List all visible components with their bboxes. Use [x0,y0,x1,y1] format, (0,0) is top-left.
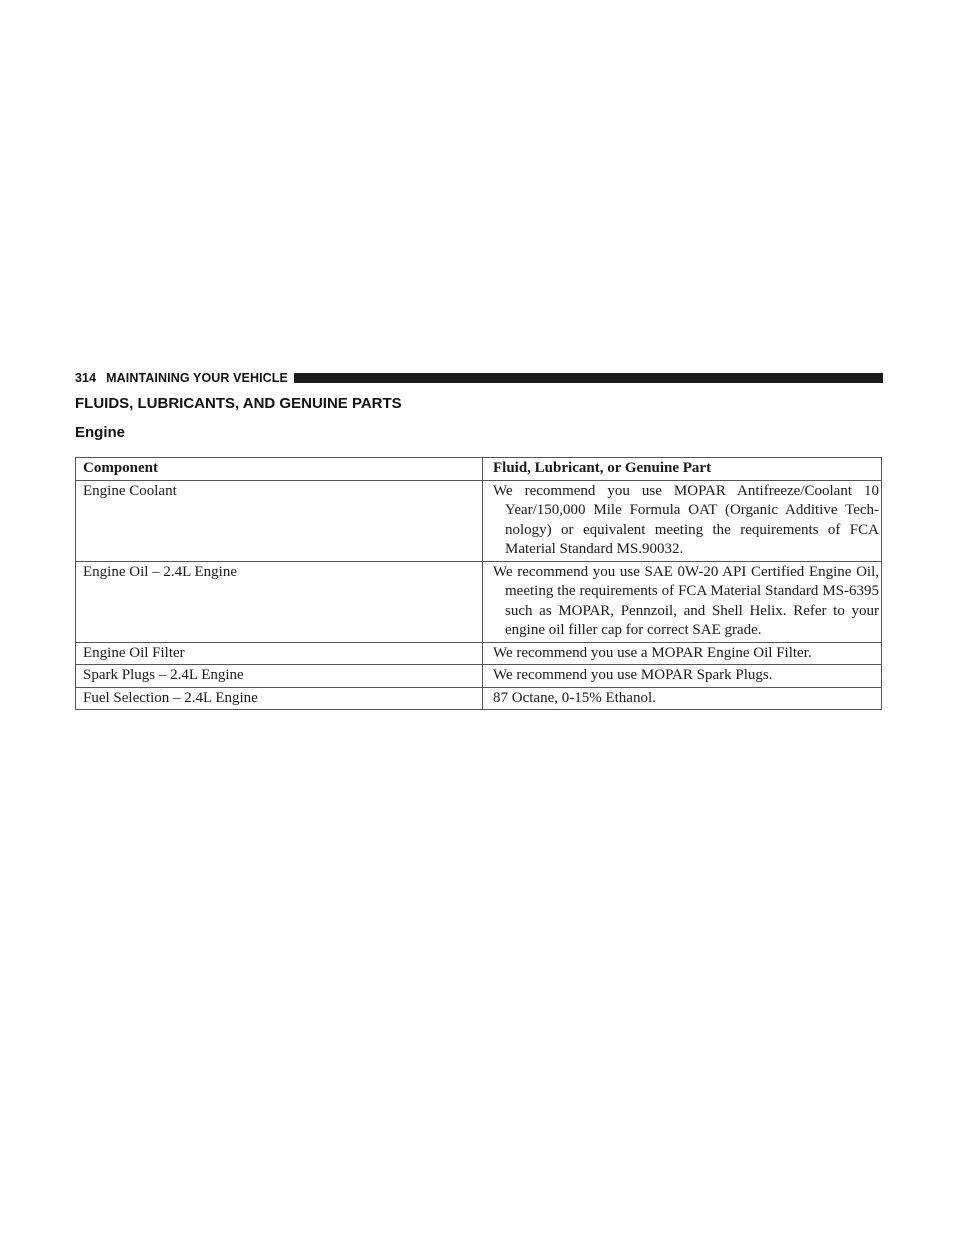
table-header-row [76,458,882,481]
component-cell: Engine Oil – 2.4L Engine [76,561,483,642]
engine-fluids-table [75,457,882,710]
fluid-text: We recommend you use a MOPAR Engine Oil Filter. [493,644,812,661]
table-row [76,665,882,688]
section-title: FLUIDS, LUBRICANTS, AND GENUINE PARTS [75,395,402,412]
component-cell: Fuel Selection – 2.4L Engine [76,687,483,710]
running-header-section-name: MAINTAINING YOUR VEHICLE [106,371,288,385]
component-cell: Engine Coolant [76,480,483,561]
running-header [75,371,883,385]
fluid-text: We recommend you use MOPAR Antifreeze/Coolant 10 Year/150,000 Mile Formula OAT (Organic Additive Tech-nology) or equivalent meeting the requirements of FCA Material Standard MS.90032. [493,482,879,557]
fluid-cell [483,642,882,665]
column-header-component: Component [76,458,483,481]
fluid-text: 87 Octane, 0-15% Ethanol. [493,689,656,706]
fluid-cell [483,480,882,561]
fluid-text: We recommend you use MOPAR Spark Plugs. [493,667,773,683]
page-number: 314 [75,371,97,385]
table-row [76,480,882,561]
table-row [76,687,882,710]
subsection-title: Engine [75,424,126,441]
fluid-text: We recommend you use SAE 0W-20 API Certified Engine Oil, meeting the requirements of FCA Material Standard MS-6395 such as MOPAR, Pennzoil, and Shell Helix. Refer to your engine oil filler cap for correct SAE grade. [493,563,879,638]
fluid-cell [483,665,882,688]
fluid-cell [483,687,882,710]
fluid-cell [483,561,882,642]
component-cell: Engine Oil Filter [76,642,483,665]
table-row [76,642,882,665]
header-rule-bar [294,373,883,383]
column-header-fluid: Fluid, Lubricant, or Genuine Part [483,458,882,481]
table-row [76,561,882,642]
component-cell: Spark Plugs – 2.4L Engine [76,665,483,688]
